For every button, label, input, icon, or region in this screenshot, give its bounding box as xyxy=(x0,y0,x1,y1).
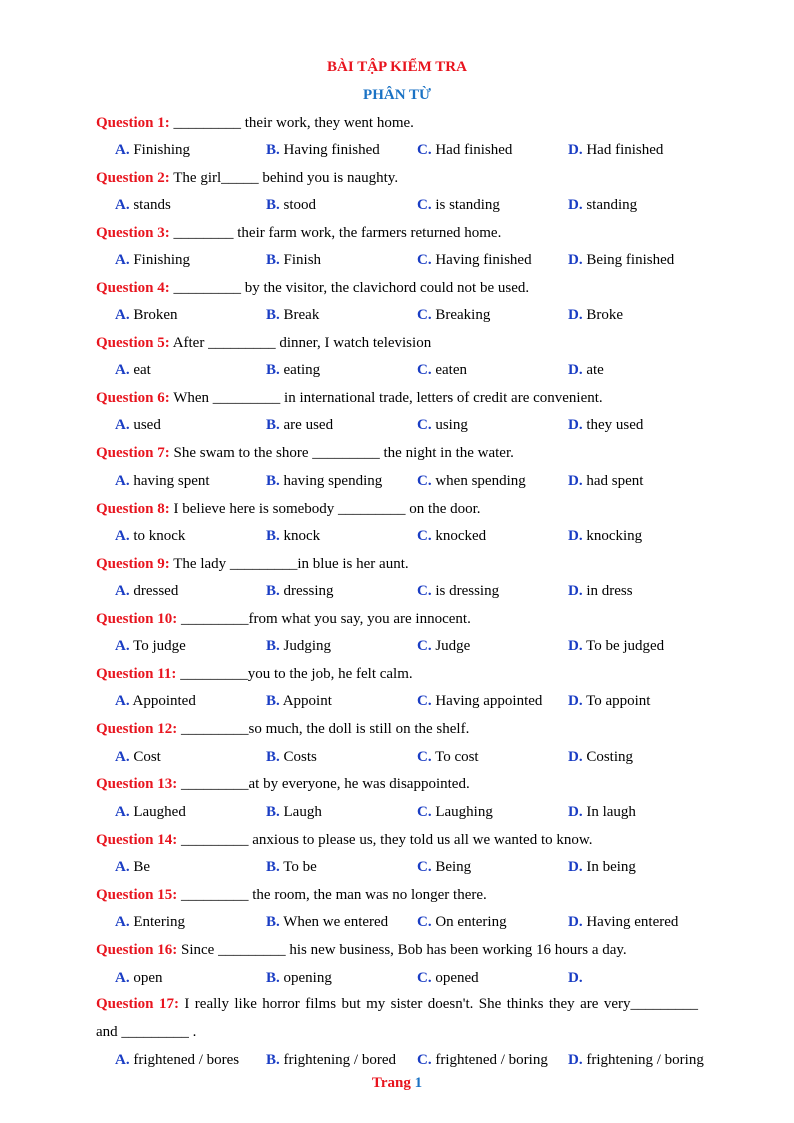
option-letter: C. xyxy=(417,362,432,378)
question-text xyxy=(96,830,698,850)
answer-option xyxy=(568,581,633,601)
option-text: In being xyxy=(582,859,636,875)
option-letter: C. xyxy=(417,914,432,930)
option-letter: D. xyxy=(568,693,583,709)
answer-option xyxy=(417,360,467,380)
options-row xyxy=(0,581,794,601)
option-text: stood xyxy=(279,197,317,213)
option-letter: A. xyxy=(115,473,130,489)
question-label: Question 2: xyxy=(96,170,170,186)
answer-option xyxy=(568,912,678,932)
answer-option xyxy=(417,747,479,767)
option-letter: A. xyxy=(115,638,130,654)
option-text: Being xyxy=(431,859,472,875)
options-row xyxy=(0,636,794,656)
answer-option xyxy=(417,526,486,546)
answer-option xyxy=(417,195,500,215)
option-text: To judge xyxy=(129,638,186,654)
option-text: Appointed xyxy=(129,693,196,709)
option-letter: B. xyxy=(266,528,280,544)
answer-option xyxy=(266,636,331,656)
option-letter: D. xyxy=(568,307,583,323)
answer-option xyxy=(568,968,583,988)
answer-option xyxy=(417,415,468,435)
question-text xyxy=(96,774,698,794)
answer-option xyxy=(115,415,161,435)
option-text: is dressing xyxy=(431,583,500,599)
option-letter: A. xyxy=(115,970,130,986)
option-letter: C. xyxy=(417,197,432,213)
answer-option xyxy=(115,360,151,380)
option-text: Entering xyxy=(129,914,185,930)
answer-option xyxy=(417,1050,548,1070)
question-label: Question 16: xyxy=(96,942,178,958)
option-letter: D. xyxy=(568,252,583,268)
answer-option xyxy=(115,747,161,767)
option-letter: A. xyxy=(115,362,130,378)
answer-option xyxy=(266,140,380,160)
answer-option xyxy=(115,526,185,546)
option-letter: B. xyxy=(266,252,280,268)
question-stem: Since _________ his new business, Bob has been working 16 hours a day. xyxy=(177,942,627,958)
option-text: frightened / boring xyxy=(431,1052,548,1068)
option-text: Broke xyxy=(582,307,624,323)
option-text: When we entered xyxy=(279,914,389,930)
option-text: opened xyxy=(431,970,479,986)
answer-option xyxy=(417,581,499,601)
answer-option xyxy=(115,968,163,988)
answer-option xyxy=(568,360,604,380)
option-letter: B. xyxy=(266,859,280,875)
option-letter: D. xyxy=(568,417,583,433)
option-letter: B. xyxy=(266,417,280,433)
option-letter: A. xyxy=(115,914,130,930)
answer-option xyxy=(417,968,479,988)
option-text: Break xyxy=(279,307,320,323)
answer-option xyxy=(266,360,320,380)
option-letter: B. xyxy=(266,362,280,378)
option-letter: C. xyxy=(417,693,432,709)
options-row xyxy=(0,747,794,767)
option-letter: C. xyxy=(417,804,432,820)
options-row xyxy=(0,250,794,270)
option-text: frightened / bores xyxy=(129,1052,240,1068)
question-stem: _________you to the job, he felt calm. xyxy=(176,666,413,682)
answer-option xyxy=(568,636,664,656)
option-letter: D. xyxy=(568,638,583,654)
option-text: to knock xyxy=(129,528,186,544)
option-text: in dress xyxy=(582,583,633,599)
question-stem: _________ the room, the man was no longer there. xyxy=(177,887,487,903)
option-text: In laugh xyxy=(582,804,636,820)
answer-option xyxy=(568,802,636,822)
option-letter: B. xyxy=(266,638,280,654)
question-text xyxy=(96,940,698,960)
option-text: To be xyxy=(279,859,317,875)
option-letter: B. xyxy=(266,1052,280,1068)
question-stem: _________ by the visitor, the clavichord could not be used. xyxy=(169,280,530,296)
options-row xyxy=(0,526,794,546)
answer-option xyxy=(115,250,190,270)
option-text: ate xyxy=(582,362,604,378)
question-stem: _________so much, the doll is still on the shelf. xyxy=(177,721,470,737)
question-label: Question 14: xyxy=(96,832,178,848)
question-label: Question 13: xyxy=(96,776,178,792)
answer-option xyxy=(266,691,332,711)
answer-option xyxy=(266,250,321,270)
answer-option xyxy=(115,305,178,325)
option-letter: C. xyxy=(417,417,432,433)
option-letter: C. xyxy=(417,583,432,599)
answer-option xyxy=(568,250,674,270)
answer-option xyxy=(266,802,322,822)
option-letter: A. xyxy=(115,583,130,599)
option-letter: C. xyxy=(417,252,432,268)
answer-option xyxy=(568,305,623,325)
option-text: To be judged xyxy=(582,638,665,654)
option-text: had spent xyxy=(582,473,644,489)
question-text xyxy=(96,278,698,298)
option-letter: D. xyxy=(568,473,583,489)
option-text: Laughed xyxy=(129,804,186,820)
options-row xyxy=(0,857,794,877)
option-letter: C. xyxy=(417,528,432,544)
option-text: knock xyxy=(279,528,321,544)
options-row xyxy=(0,912,794,932)
question-stem: After _________ dinner, I watch television xyxy=(169,335,432,351)
option-letter: B. xyxy=(266,804,280,820)
answer-option xyxy=(568,140,663,160)
options-row xyxy=(0,415,794,435)
answer-option xyxy=(417,250,532,270)
answer-option xyxy=(115,581,178,601)
answer-option xyxy=(417,636,470,656)
option-text: Appoint xyxy=(279,693,332,709)
answer-option xyxy=(417,471,526,491)
answer-option xyxy=(568,415,643,435)
option-text: used xyxy=(129,417,161,433)
option-letter: B. xyxy=(266,914,280,930)
option-text: using xyxy=(431,417,468,433)
option-text: Having entered xyxy=(582,914,679,930)
question-text xyxy=(96,554,698,574)
option-text: Broken xyxy=(129,307,178,323)
answer-option xyxy=(115,1050,239,1070)
option-letter: A. xyxy=(115,197,130,213)
question-stem: ________ their farm work, the farmers returned home. xyxy=(169,225,502,241)
options-row xyxy=(0,305,794,325)
option-text: eating xyxy=(279,362,321,378)
question-text xyxy=(96,333,698,353)
option-text: eaten xyxy=(431,362,467,378)
option-text: when spending xyxy=(431,473,526,489)
question-label: Question 11: xyxy=(96,666,177,682)
answer-option xyxy=(568,747,633,767)
option-letter: D. xyxy=(568,914,583,930)
question-text xyxy=(96,499,698,519)
question-label: Question 1: xyxy=(96,115,170,131)
answer-option xyxy=(266,526,320,546)
option-text: Had finished xyxy=(431,142,513,158)
option-text: frightening / bored xyxy=(279,1052,396,1068)
option-letter: D. xyxy=(568,142,583,158)
question-text xyxy=(96,990,698,1046)
option-text: opening xyxy=(279,970,332,986)
option-letter: A. xyxy=(115,528,130,544)
question-text xyxy=(96,609,698,629)
option-text: Had finished xyxy=(582,142,664,158)
option-text: knocked xyxy=(431,528,487,544)
question-stem: _________ anxious to please us, they told us all we wanted to know. xyxy=(177,832,593,848)
question-label: Question 7: xyxy=(96,445,170,461)
question-label: Question 12: xyxy=(96,721,178,737)
option-letter: D. xyxy=(568,749,583,765)
question-stem: I really like horror films but my sister doesn't. She thinks they are very_________ and _________ . xyxy=(96,996,698,1040)
answer-option xyxy=(115,636,186,656)
option-letter: D. xyxy=(568,1052,583,1068)
question-label: Question 8: xyxy=(96,501,170,517)
options-row xyxy=(0,360,794,380)
option-letter: D. xyxy=(568,528,583,544)
answer-option xyxy=(417,857,471,877)
option-text: Breaking xyxy=(431,307,491,323)
question-text xyxy=(96,223,698,243)
question-stem: _________at by everyone, he was disappointed. xyxy=(177,776,470,792)
option-text: On entering xyxy=(431,914,507,930)
question-stem: I believe here is somebody _________ on the door. xyxy=(169,501,481,517)
option-letter: A. xyxy=(115,749,130,765)
option-letter: C. xyxy=(417,307,432,323)
question-label: Question 9: xyxy=(96,556,170,572)
question-stem: _________from what you say, you are innocent. xyxy=(177,611,471,627)
option-text: Finishing xyxy=(129,142,191,158)
answer-option xyxy=(417,305,490,325)
option-letter: D. xyxy=(568,804,583,820)
footer-page-number: 1 xyxy=(414,1075,423,1091)
option-text: having spending xyxy=(279,473,383,489)
options-row xyxy=(0,471,794,491)
option-text: Cost xyxy=(129,749,161,765)
option-letter: A. xyxy=(115,859,130,875)
option-letter: A. xyxy=(115,1052,130,1068)
question-label: Question 17: xyxy=(96,996,179,1012)
option-text: having spent xyxy=(129,473,210,489)
option-text: is standing xyxy=(431,197,500,213)
options-row xyxy=(0,691,794,711)
option-letter: C. xyxy=(417,1052,432,1068)
option-letter: B. xyxy=(266,749,280,765)
options-row xyxy=(0,802,794,822)
worksheet-subtitle: PHÂN TỪ xyxy=(363,87,431,103)
option-letter: A. xyxy=(115,142,130,158)
option-text: knocking xyxy=(582,528,643,544)
options-row xyxy=(0,140,794,160)
answer-option xyxy=(115,912,185,932)
option-letter: C. xyxy=(417,970,432,986)
option-letter: B. xyxy=(266,693,280,709)
answer-option xyxy=(266,415,333,435)
answer-option xyxy=(417,912,507,932)
option-text: Costing xyxy=(582,749,634,765)
option-letter: B. xyxy=(266,142,280,158)
question-label: Question 4: xyxy=(96,280,170,296)
answer-option xyxy=(115,802,186,822)
option-letter: C. xyxy=(417,638,432,654)
option-letter: C. xyxy=(417,859,432,875)
option-text: Be xyxy=(129,859,151,875)
answer-option xyxy=(266,305,319,325)
question-stem: She swam to the shore _________ the night in the water. xyxy=(169,445,514,461)
option-letter: C. xyxy=(417,473,432,489)
option-letter: B. xyxy=(266,307,280,323)
option-letter: D. xyxy=(568,859,583,875)
options-row xyxy=(0,968,794,988)
answer-option xyxy=(115,471,210,491)
question-text xyxy=(96,885,698,905)
answer-option xyxy=(115,140,190,160)
answer-option xyxy=(568,195,637,215)
answer-option xyxy=(568,526,642,546)
question-label: Question 15: xyxy=(96,887,178,903)
answer-option xyxy=(266,195,316,215)
option-text: Costs xyxy=(279,749,317,765)
answer-option xyxy=(266,581,334,601)
option-text: are used xyxy=(279,417,334,433)
answer-option xyxy=(266,747,317,767)
question-text xyxy=(96,443,698,463)
option-text: Having finished xyxy=(431,252,532,268)
answer-option xyxy=(266,857,317,877)
option-letter: D. xyxy=(568,583,583,599)
question-text xyxy=(96,664,698,684)
question-label: Question 10: xyxy=(96,611,178,627)
answer-option xyxy=(115,857,150,877)
option-text: Judge xyxy=(431,638,471,654)
option-text: open xyxy=(129,970,163,986)
option-letter: D. xyxy=(568,362,583,378)
option-text: frightening / boring xyxy=(582,1052,704,1068)
question-stem: The lady _________in blue is her aunt. xyxy=(169,556,409,572)
answer-option xyxy=(266,471,382,491)
answer-option xyxy=(568,857,636,877)
question-stem: _________ their work, they went home. xyxy=(169,115,414,131)
option-letter: C. xyxy=(417,142,432,158)
option-text: Finishing xyxy=(129,252,191,268)
option-text: To cost xyxy=(431,749,479,765)
answer-option xyxy=(266,968,332,988)
option-text: standing xyxy=(582,197,638,213)
option-text: Having appointed xyxy=(431,693,543,709)
page-footer xyxy=(0,1075,794,1092)
option-letter: B. xyxy=(266,583,280,599)
question-label: Question 6: xyxy=(96,390,170,406)
question-stem: The girl_____ behind you is naughty. xyxy=(169,170,399,186)
answer-option xyxy=(266,1050,396,1070)
question-text xyxy=(96,388,698,408)
question-text xyxy=(96,719,698,739)
worksheet-title: BÀI TẬP KIỂM TRA xyxy=(327,59,467,75)
option-text: they used xyxy=(582,417,644,433)
option-letter: A. xyxy=(115,417,130,433)
option-letter: A. xyxy=(115,804,130,820)
option-letter: A. xyxy=(115,693,130,709)
answer-option xyxy=(568,471,643,491)
option-letter: C. xyxy=(417,749,432,765)
option-letter: D. xyxy=(568,197,583,213)
answer-option xyxy=(417,691,542,711)
option-text: dressed xyxy=(129,583,179,599)
option-text: Judging xyxy=(279,638,332,654)
option-text: Finish xyxy=(279,252,322,268)
option-letter: B. xyxy=(266,473,280,489)
option-text: dressing xyxy=(279,583,334,599)
answer-option xyxy=(115,691,196,711)
option-text: Laughing xyxy=(431,804,493,820)
option-letter: A. xyxy=(115,252,130,268)
option-text: stands xyxy=(129,197,171,213)
answer-option xyxy=(568,1050,704,1070)
question-text xyxy=(96,168,698,188)
question-stem: When _________ in international trade, letters of credit are convenient. xyxy=(169,390,603,406)
question-label: Question 5: xyxy=(96,335,170,351)
answer-option xyxy=(568,691,650,711)
option-letter: B. xyxy=(266,970,280,986)
options-row xyxy=(0,195,794,215)
option-text: Having finished xyxy=(279,142,380,158)
footer-page-word: Trang xyxy=(371,1075,411,1091)
option-letter: D. xyxy=(568,970,583,986)
option-text: eat xyxy=(129,362,151,378)
options-row xyxy=(0,1050,794,1070)
option-text: Being finished xyxy=(582,252,675,268)
answer-option xyxy=(115,195,171,215)
option-letter: A. xyxy=(115,307,130,323)
option-letter: B. xyxy=(266,197,280,213)
answer-option xyxy=(417,802,493,822)
question-label: Question 3: xyxy=(96,225,170,241)
answer-option xyxy=(266,912,388,932)
option-text: Laugh xyxy=(279,804,322,820)
option-text: To appoint xyxy=(582,693,651,709)
question-text xyxy=(96,113,698,133)
answer-option xyxy=(417,140,512,160)
